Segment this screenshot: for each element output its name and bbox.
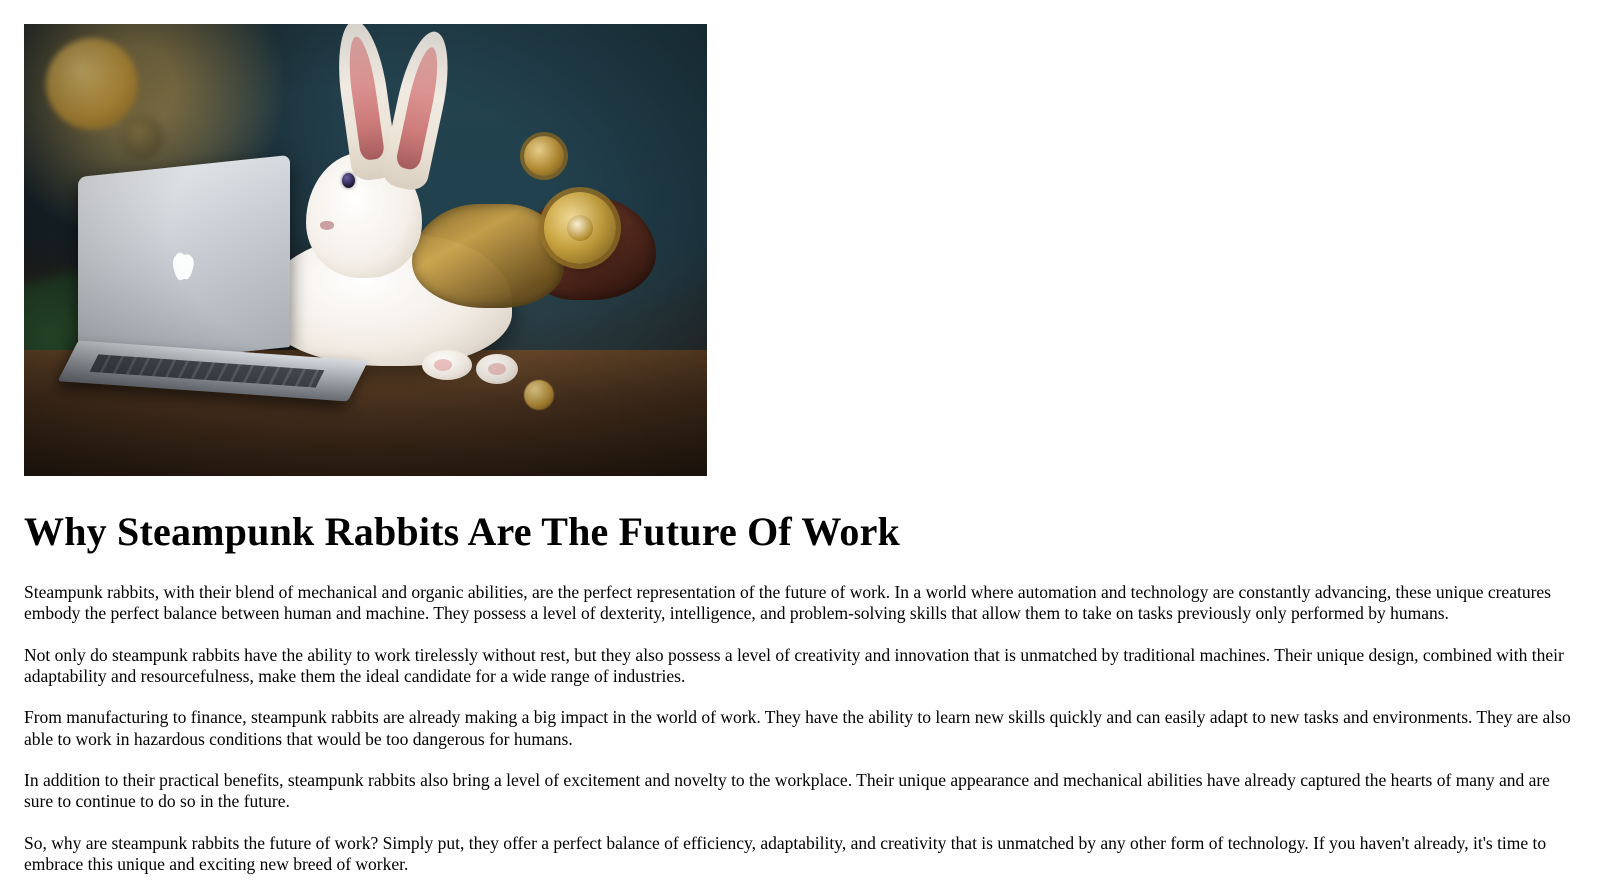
article-paragraph: From manufacturing to finance, steampunk rabbits are already making a big impact in the world of work. They have the ability to learn new skills quickly and can easily adapt to new tasks and environments. They are also able to work in hazardous conditions that would be too dangerous for humans. bbox=[24, 707, 1571, 749]
article-paragraph: Not only do steampunk rabbits have the ability to work tirelessly without rest, but they also possess a level of creativity and innovation that is unmatched by traditional machines. Their unique design, combined with their adaptability and resourcefulness, make them the ideal candidate for a wide range of industries. bbox=[24, 644, 1564, 687]
bokeh-light-dim bbox=[120, 116, 164, 160]
bokeh-light-gold bbox=[46, 38, 138, 130]
laptop-lid bbox=[78, 155, 290, 369]
rabbit-ear-right bbox=[380, 27, 458, 193]
rabbit-eye bbox=[342, 173, 355, 188]
hero-illustration bbox=[24, 24, 707, 476]
brass-gear-large-icon bbox=[544, 192, 616, 264]
rabbit-paw-front bbox=[422, 350, 472, 380]
rabbit-nose bbox=[320, 221, 334, 230]
article-paragraph: So, why are steampunk rabbits the future of work? Simply put, they offer a perfect balance of efficiency, adaptability, and creativity that is unmatched by any other form of technology. If you haven't already, it's time to embrace this unique and exciting new breed of worker. bbox=[24, 832, 1547, 875]
hero-image bbox=[24, 24, 707, 476]
article-paragraph: In addition to their practical benefits, steampunk rabbits also bring a level of excitement and novelty to the workplace. Their unique appearance and mechanical abilities have already captured the hearts of many and are sure to continue to do so in the future. bbox=[24, 770, 1550, 812]
apple-logo-icon bbox=[171, 249, 197, 282]
brass-sphere-prop bbox=[524, 380, 554, 410]
brass-gear-small-icon bbox=[524, 136, 564, 176]
rabbit-paw-rear bbox=[476, 354, 518, 384]
article-paragraph: Steampunk rabbits, with their blend of mechanical and organic abilities, are the perfect representation of the future of work. In a world where automation and technology are constantly advancing, these unique creatures embody the perfect balance between human and machine. They possess a level of dexterity, intelligence, and problem-solving skills that allow them to take on tasks previously only performed by humans. bbox=[24, 582, 1551, 624]
rabbit-brass-harness bbox=[412, 204, 564, 308]
page-title: Why Steampunk Rabbits Are The Future Of Work bbox=[24, 509, 901, 554]
